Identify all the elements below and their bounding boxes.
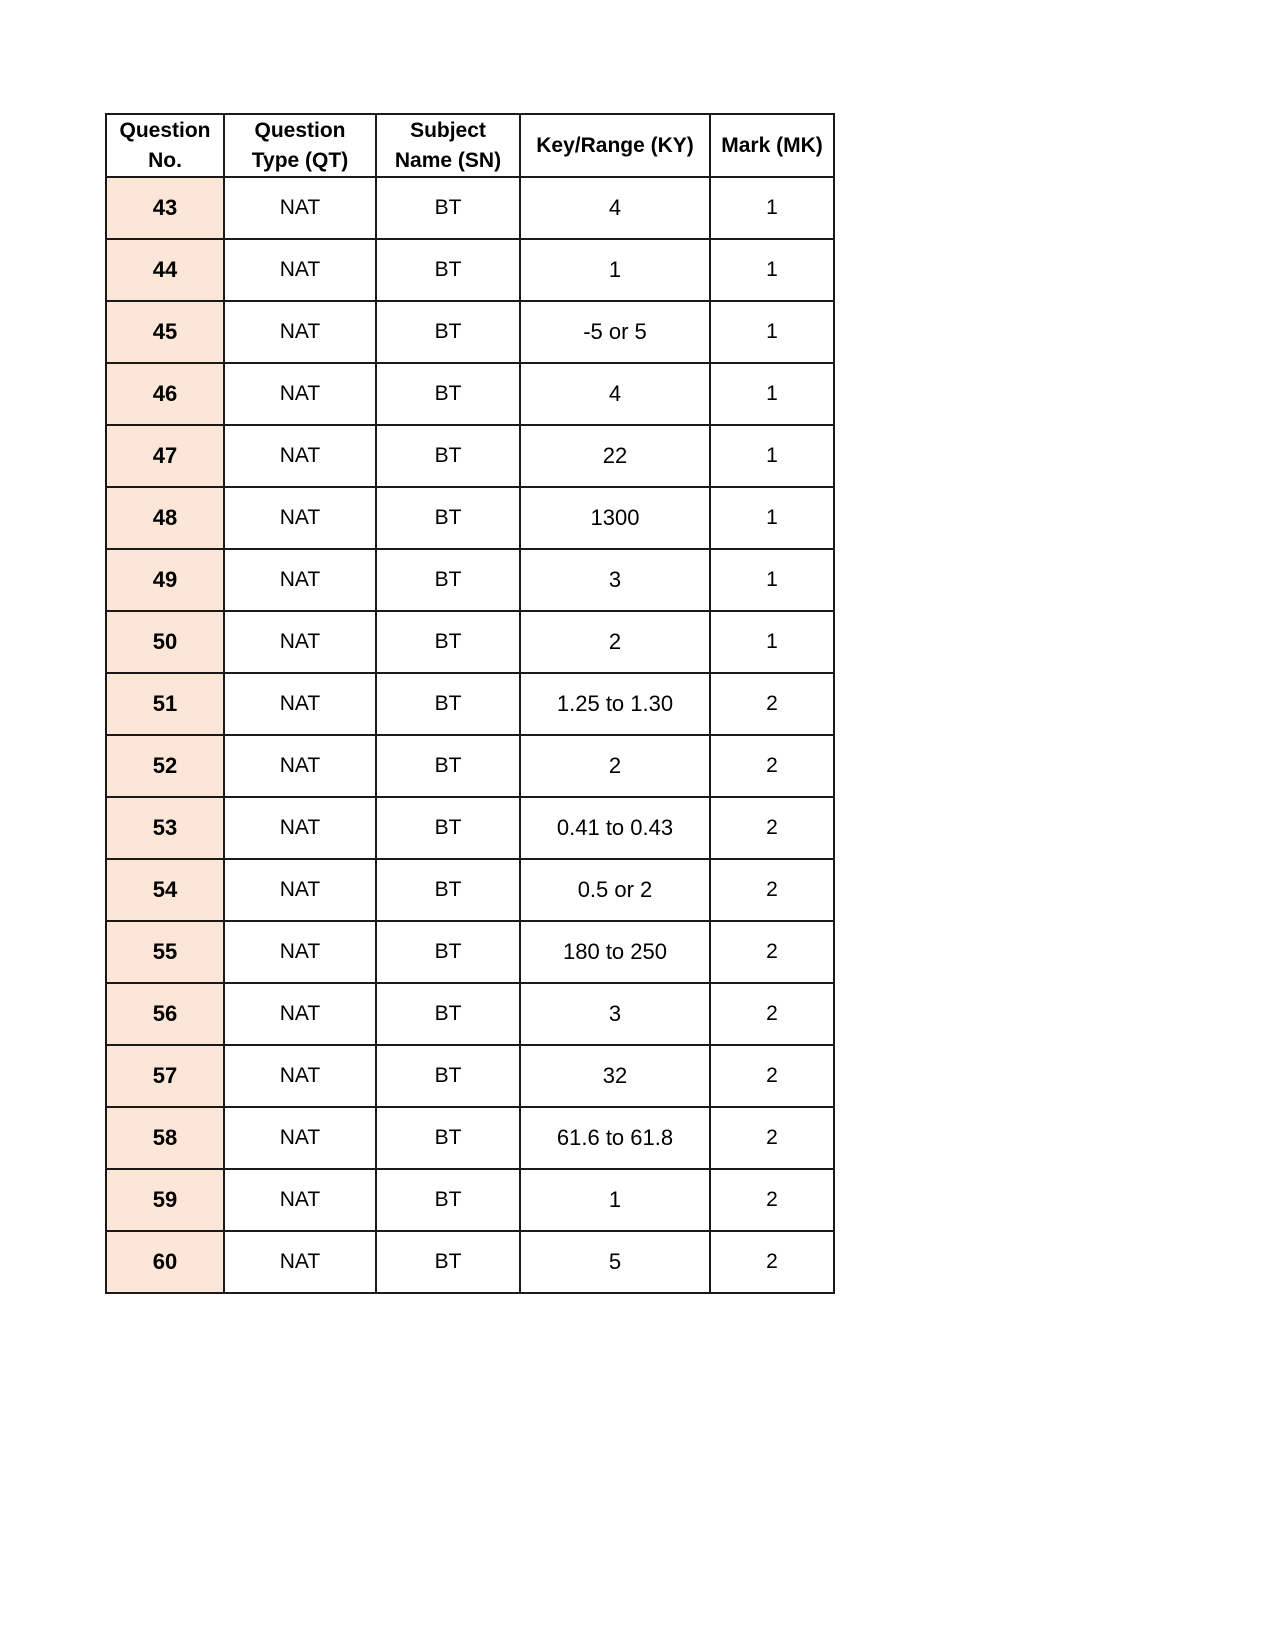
cell-subject-name: BT [376, 1045, 520, 1107]
cell-question-no: 43 [106, 177, 224, 239]
cell-mark: 1 [710, 363, 834, 425]
table-row [106, 983, 834, 1045]
table-row [106, 239, 834, 301]
cell-question-type: NAT [224, 425, 376, 487]
answer-key-table [105, 113, 835, 1294]
cell-question-no: 50 [106, 611, 224, 673]
cell-key-range: 0.5 or 2 [520, 859, 710, 921]
cell-question-type: NAT [224, 1231, 376, 1293]
cell-question-type: NAT [224, 735, 376, 797]
cell-question-type: NAT [224, 363, 376, 425]
cell-question-no: 58 [106, 1107, 224, 1169]
table-row [106, 1045, 834, 1107]
cell-question-type: NAT [224, 301, 376, 363]
table-row [106, 425, 834, 487]
cell-key-range: 2 [520, 735, 710, 797]
cell-question-type: NAT [224, 797, 376, 859]
cell-question-no: 56 [106, 983, 224, 1045]
header-subject-name-line1: Subject [410, 118, 486, 142]
header-question-no-line1: Question [119, 118, 211, 142]
cell-subject-name: BT [376, 363, 520, 425]
cell-question-no: 48 [106, 487, 224, 549]
cell-mark: 1 [710, 425, 834, 487]
table-row [106, 1107, 834, 1169]
cell-question-type: NAT [224, 983, 376, 1045]
cell-mark: 1 [710, 549, 834, 611]
cell-mark: 1 [710, 239, 834, 301]
cell-mark: 1 [710, 611, 834, 673]
header-question-type [224, 114, 376, 177]
table-body [106, 177, 834, 1293]
table-row [106, 797, 834, 859]
header-subject-name-line2: Name (SN) [394, 148, 502, 172]
cell-mark: 2 [710, 1169, 834, 1231]
cell-question-no: 60 [106, 1231, 224, 1293]
cell-mark: 1 [710, 487, 834, 549]
cell-subject-name: BT [376, 673, 520, 735]
header-question-no [106, 114, 224, 177]
table-row [106, 1169, 834, 1231]
table-row [106, 611, 834, 673]
cell-question-no: 47 [106, 425, 224, 487]
table-row [106, 549, 834, 611]
cell-question-type: NAT [224, 921, 376, 983]
cell-mark: 2 [710, 735, 834, 797]
cell-question-no: 45 [106, 301, 224, 363]
table-row [106, 921, 834, 983]
header-question-no-line2: No. [148, 148, 182, 172]
header-row [106, 114, 834, 177]
table-row [106, 301, 834, 363]
cell-key-range: 61.6 to 61.8 [520, 1107, 710, 1169]
cell-question-type: NAT [224, 239, 376, 301]
cell-key-range: 1 [520, 239, 710, 301]
cell-key-range: 22 [520, 425, 710, 487]
cell-mark: 1 [710, 301, 834, 363]
cell-question-no: 44 [106, 239, 224, 301]
cell-subject-name: BT [376, 921, 520, 983]
cell-subject-name: BT [376, 1107, 520, 1169]
cell-key-range: 5 [520, 1231, 710, 1293]
cell-mark: 2 [710, 859, 834, 921]
cell-subject-name: BT [376, 1169, 520, 1231]
cell-mark: 2 [710, 1107, 834, 1169]
cell-question-no: 46 [106, 363, 224, 425]
cell-subject-name: BT [376, 859, 520, 921]
cell-key-range: 1.25 to 1.30 [520, 673, 710, 735]
table-row [106, 1231, 834, 1293]
cell-question-type: NAT [224, 673, 376, 735]
cell-mark: 1 [710, 177, 834, 239]
cell-mark: 2 [710, 1231, 834, 1293]
cell-subject-name: BT [376, 797, 520, 859]
table-row [106, 487, 834, 549]
cell-question-no: 55 [106, 921, 224, 983]
table-row [106, 673, 834, 735]
cell-key-range: 1 [520, 1169, 710, 1231]
cell-mark: 2 [710, 797, 834, 859]
cell-mark: 2 [710, 673, 834, 735]
cell-subject-name: BT [376, 239, 520, 301]
header-subject-name [376, 114, 520, 177]
cell-key-range: 3 [520, 983, 710, 1045]
cell-mark: 2 [710, 1045, 834, 1107]
header-key-range: Key/Range (KY) [520, 114, 710, 177]
cell-subject-name: BT [376, 301, 520, 363]
cell-key-range: -5 or 5 [520, 301, 710, 363]
cell-subject-name: BT [376, 177, 520, 239]
cell-question-no: 59 [106, 1169, 224, 1231]
cell-question-type: NAT [224, 859, 376, 921]
cell-key-range: 1300 [520, 487, 710, 549]
cell-subject-name: BT [376, 487, 520, 549]
header-mark: Mark (MK) [710, 114, 834, 177]
cell-key-range: 4 [520, 363, 710, 425]
cell-subject-name: BT [376, 983, 520, 1045]
cell-question-type: NAT [224, 487, 376, 549]
cell-key-range: 32 [520, 1045, 710, 1107]
cell-question-type: NAT [224, 611, 376, 673]
cell-subject-name: BT [376, 611, 520, 673]
table-row [106, 859, 834, 921]
header-question-type-line1: Question [254, 118, 346, 142]
cell-mark: 2 [710, 921, 834, 983]
cell-key-range: 2 [520, 611, 710, 673]
cell-question-type: NAT [224, 177, 376, 239]
cell-question-type: NAT [224, 549, 376, 611]
table-row [106, 735, 834, 797]
cell-question-no: 51 [106, 673, 224, 735]
header-question-type-line2: Type (QT) [251, 148, 349, 172]
cell-key-range: 0.41 to 0.43 [520, 797, 710, 859]
cell-question-type: NAT [224, 1045, 376, 1107]
cell-subject-name: BT [376, 735, 520, 797]
cell-question-no: 52 [106, 735, 224, 797]
table-row [106, 177, 834, 239]
cell-subject-name: BT [376, 549, 520, 611]
cell-question-no: 53 [106, 797, 224, 859]
cell-key-range: 180 to 250 [520, 921, 710, 983]
cell-question-no: 54 [106, 859, 224, 921]
cell-question-no: 49 [106, 549, 224, 611]
cell-question-type: NAT [224, 1107, 376, 1169]
cell-key-range: 4 [520, 177, 710, 239]
cell-mark: 2 [710, 983, 834, 1045]
cell-subject-name: BT [376, 425, 520, 487]
cell-key-range: 3 [520, 549, 710, 611]
table-row [106, 363, 834, 425]
cell-question-type: NAT [224, 1169, 376, 1231]
cell-question-no: 57 [106, 1045, 224, 1107]
cell-subject-name: BT [376, 1231, 520, 1293]
